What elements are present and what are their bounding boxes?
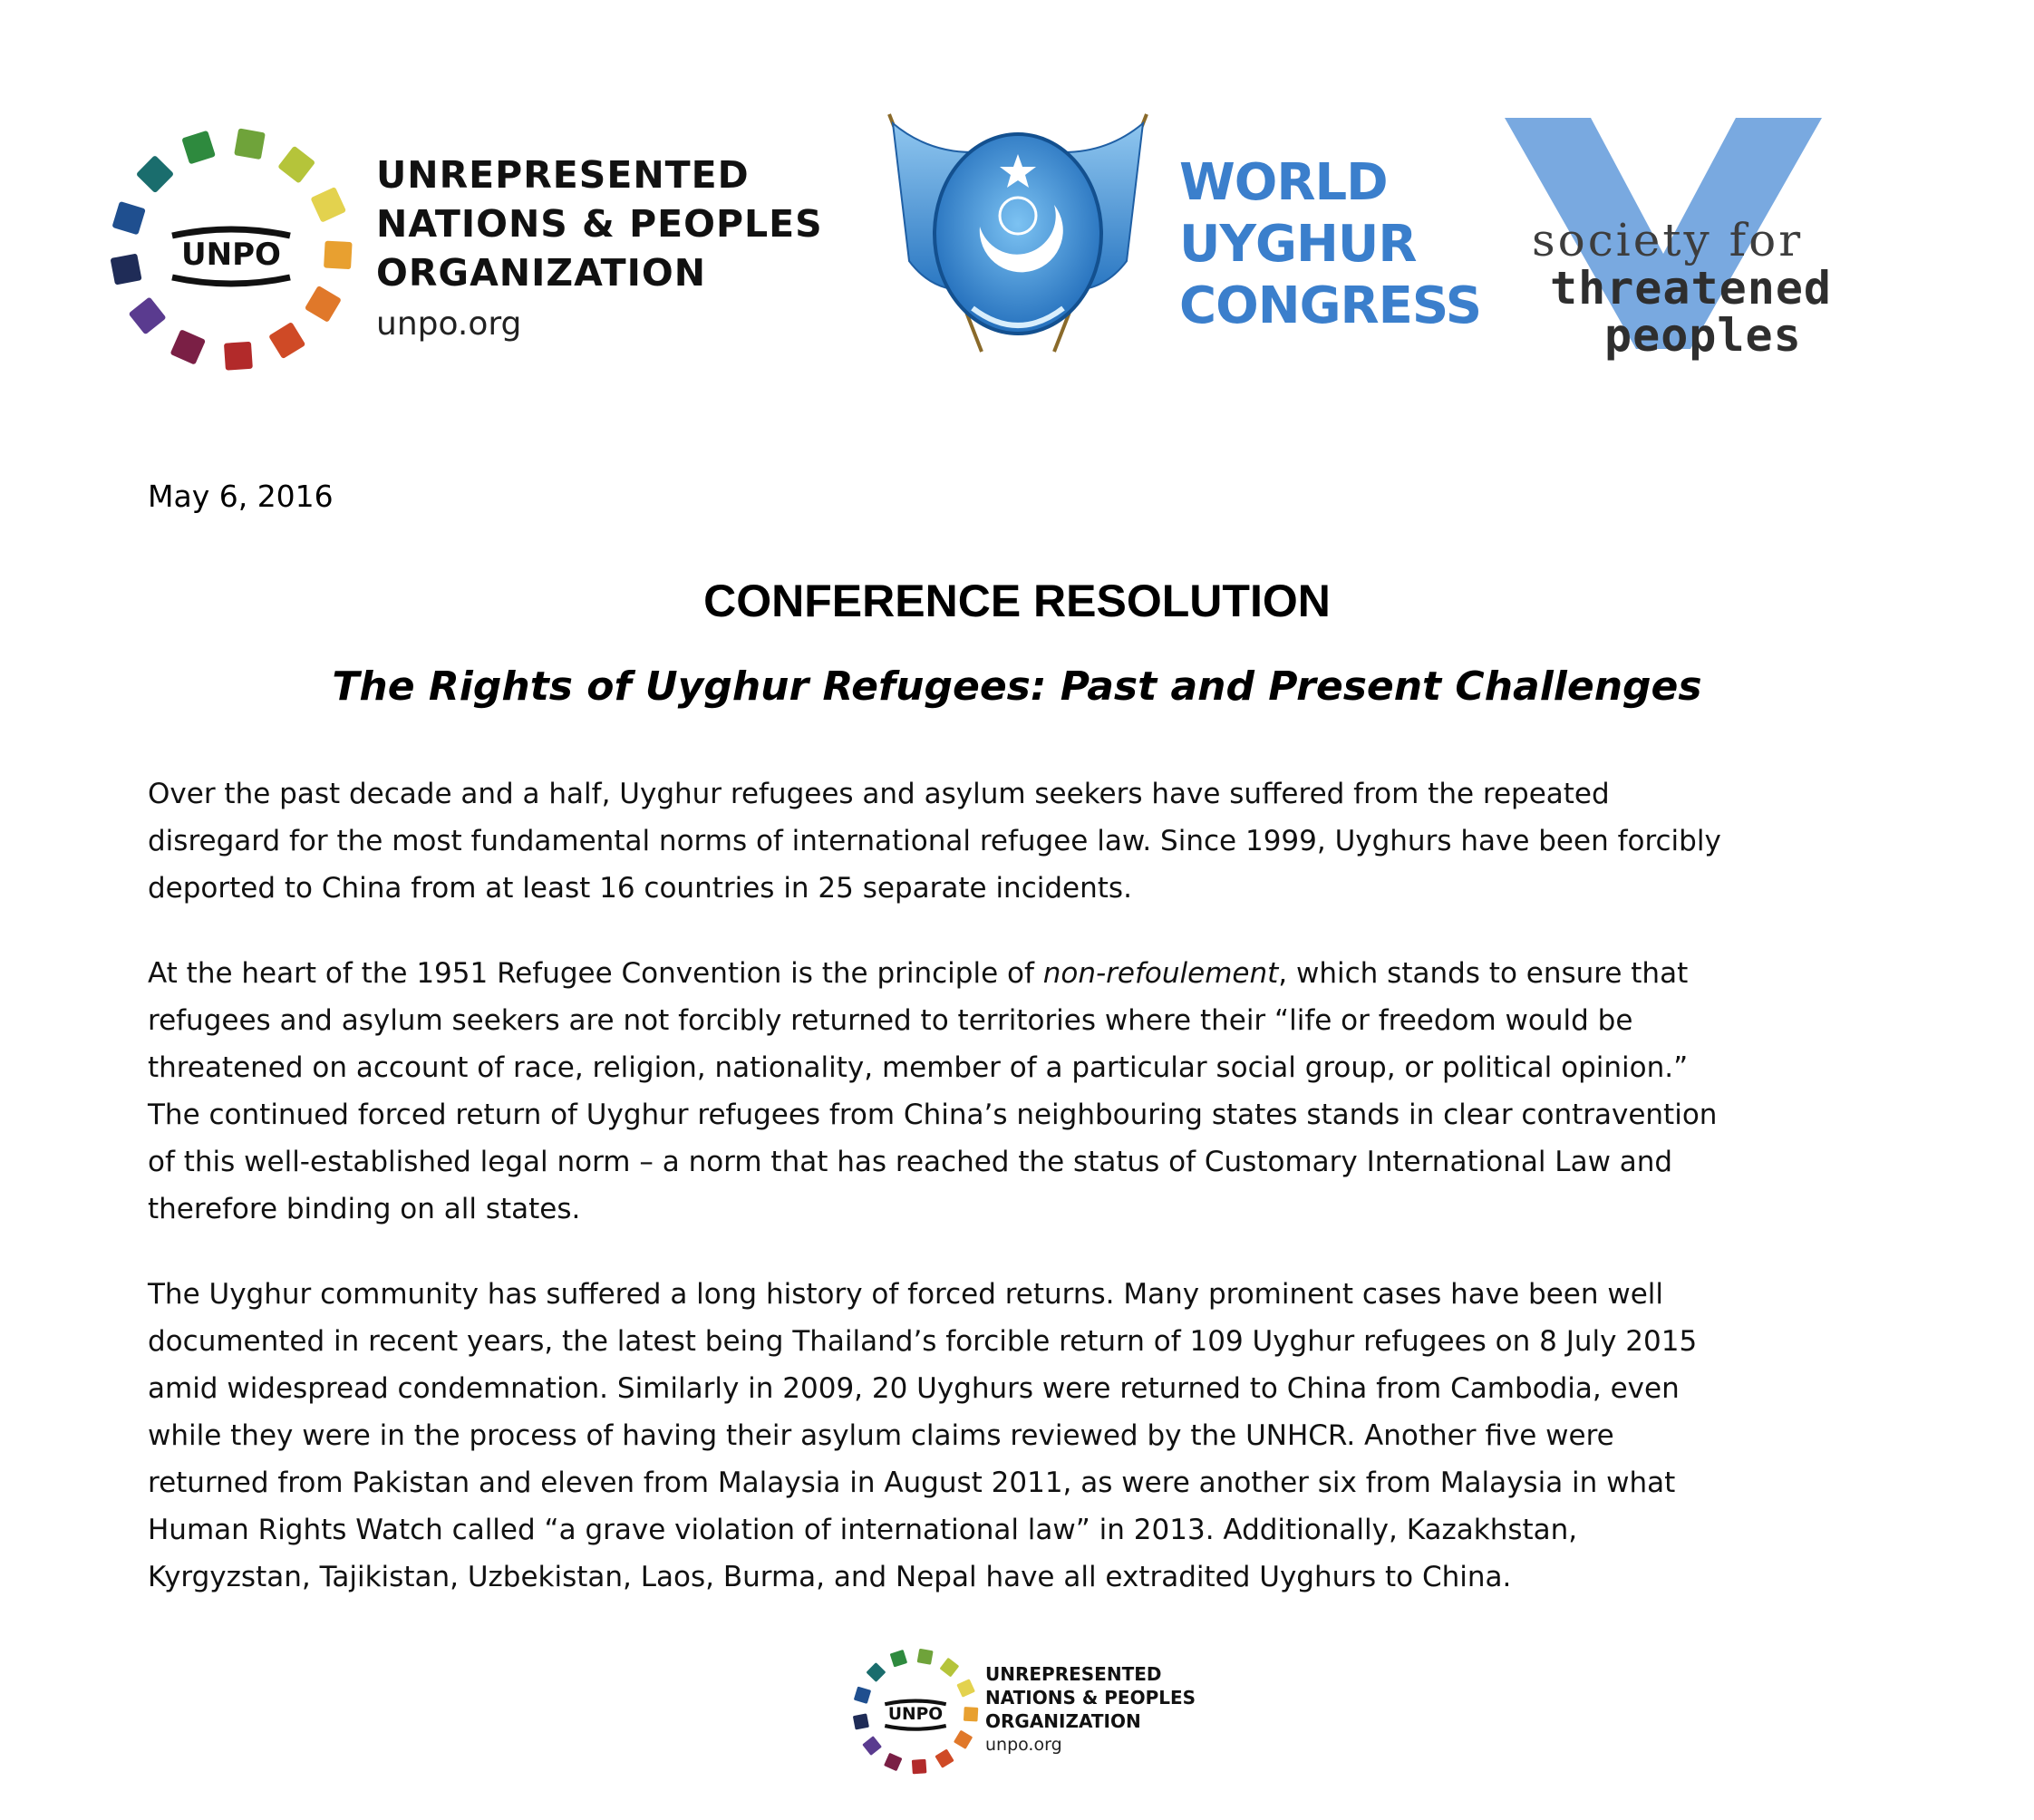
footer-unpo-name-line-2: NATIONS & PEOPLES: [985, 1687, 1196, 1709]
ring-segment: [234, 128, 266, 160]
unpo-name-line-2: NATIONS & PEOPLES: [376, 202, 823, 246]
ring-segment: [170, 329, 207, 365]
paragraph-line: Over the past decade and a half, Uyghur refugees and asylum seekers have suffered from the repeated: [148, 778, 1610, 810]
document-subtitle: The Rights of Uyghur Refugees: Past and Present Challenges: [332, 663, 1702, 710]
paragraph-2: [148, 950, 1897, 1233]
paragraph-line: returned from Pakistan and eleven from Malaysia in August 2011, as were another six from Malaysia in what: [148, 1467, 1676, 1499]
ring-segment: [964, 1707, 978, 1721]
ring-segment: [181, 131, 216, 165]
paragraph-line: Kyrgyzstan, Tajikistan, Uzbekistan, Laos, Burma, and Nepal have all extradited Uyghurs to China.: [148, 1561, 1512, 1593]
ring-segment: [268, 322, 305, 359]
unpo-ring-icon: [109, 127, 354, 372]
stp-wordmark: [1532, 214, 1833, 362]
paragraph-line: [148, 950, 1897, 997]
ring-segment: [854, 1686, 871, 1703]
wuc-name-line-2: UYGHUR: [1179, 215, 1417, 274]
ring-segment: [890, 1650, 908, 1668]
footer-unpo-logo: [852, 1648, 1215, 1775]
wuc-name-line-1: WORLD: [1179, 153, 1388, 212]
footer-unpo-name-line-1: UNREPRESENTED: [985, 1663, 1162, 1685]
paragraph-3: [148, 1271, 1897, 1601]
ring-segment: [866, 1662, 886, 1682]
unpo-name-line-1: UNREPRESENTED: [376, 153, 750, 197]
stp-line-1: society for: [1532, 214, 1804, 266]
ring-segment: [224, 342, 253, 371]
document-date: May 6, 2016: [148, 479, 334, 514]
ring-segment: [277, 146, 315, 184]
ring-segment: [954, 1730, 973, 1749]
footer-unpo-wordmark: [985, 1662, 1196, 1757]
unpo-logo: [109, 127, 823, 372]
paragraph-text: At the heart of the 1951 Refugee Convention is the principle of: [148, 957, 1043, 990]
ring-segment: [111, 254, 142, 286]
paragraph-line: documented in recent years, the latest being Thailand’s forcible return of 109 Uyghur refugees on 8 July 2015: [148, 1325, 1698, 1358]
ring-segment: [129, 296, 167, 334]
ring-segment: [111, 201, 145, 235]
ring-segment: [939, 1658, 959, 1678]
footer-unpo-ring-label: UNPO: [887, 1704, 944, 1724]
wuc-logo: [873, 98, 1489, 370]
paragraph-line: deported to China from at least 16 countries in 25 separate incidents.: [148, 872, 1132, 905]
wuc-wordmark: [1179, 152, 1481, 337]
document-title: CONFERENCE RESOLUTION: [703, 576, 1331, 626]
paragraph-line: The continued forced return of Uyghur refugees from China’s neighbouring states stands in clear contravention: [148, 1099, 1718, 1131]
ring-segment: [862, 1736, 882, 1756]
italic-term: non-refoulement: [1042, 957, 1279, 990]
footer-unpo-name-line-3: ORGANIZATION: [985, 1710, 1141, 1732]
ring-segment: [935, 1748, 954, 1767]
paragraph-line: therefore binding on all states.: [148, 1193, 581, 1225]
paragraph-line: threatened on account of race, religion, nationality, member of a particular social group, or political opinion.”: [148, 1051, 1689, 1084]
wuc-name-line-3: CONGRESS: [1179, 276, 1482, 335]
ring-segment: [305, 286, 342, 323]
footer-unpo-url: unpo.org: [985, 1735, 1062, 1755]
ring-segment: [324, 241, 353, 270]
unpo-ring-label: UNPO: [181, 237, 281, 273]
unpo-name-line-3: ORGANIZATION: [376, 251, 707, 295]
stp-logo: [1505, 118, 1894, 372]
ring-segment: [310, 187, 346, 223]
ring-segment: [917, 1649, 934, 1665]
ring-segment: [136, 155, 174, 193]
paragraph-line: of this well-established legal norm – a norm that has reached the status of Customary International Law and: [148, 1146, 1673, 1178]
unpo-wordmark: [376, 150, 823, 350]
unpo-ring-icon: [852, 1648, 979, 1775]
ring-segment: [956, 1679, 975, 1698]
ring-segment: [912, 1759, 927, 1775]
paragraph-line: while they were in the process of having their asylum claims reviewed by the UNHCR. Another five were: [148, 1419, 1614, 1452]
paragraph-line: disregard for the most fundamental norms of international refugee law. Since 1999, Uyghurs have been forcibly: [148, 825, 1721, 857]
ring-segment: [853, 1713, 869, 1729]
wuc-emblem-icon: [873, 98, 1163, 370]
ring-segment: [884, 1753, 903, 1772]
paragraph-1: [148, 770, 1897, 912]
stp-line-2: threatened: [1550, 262, 1833, 315]
paragraph-line: refugees and asylum seekers are not forcibly returned to territories where their “life or freedom would be: [148, 1004, 1633, 1037]
paragraph-line: The Uyghur community has suffered a long history of forced returns. Many prominent cases have been well: [148, 1278, 1664, 1311]
paragraph-line: Human Rights Watch called “a grave violation of international law” in 2013. Additionally, Kazakhstan,: [148, 1514, 1578, 1546]
unpo-url: unpo.org: [376, 305, 522, 343]
stp-line-3: peoples: [1604, 309, 1802, 362]
paragraph-text: , which stands to ensure that: [1278, 957, 1689, 990]
document-body: [148, 770, 1897, 1639]
paragraph-line: amid widespread condemnation. Similarly in 2009, 20 Uyghurs were returned to China from Cambodia, even: [148, 1372, 1680, 1405]
